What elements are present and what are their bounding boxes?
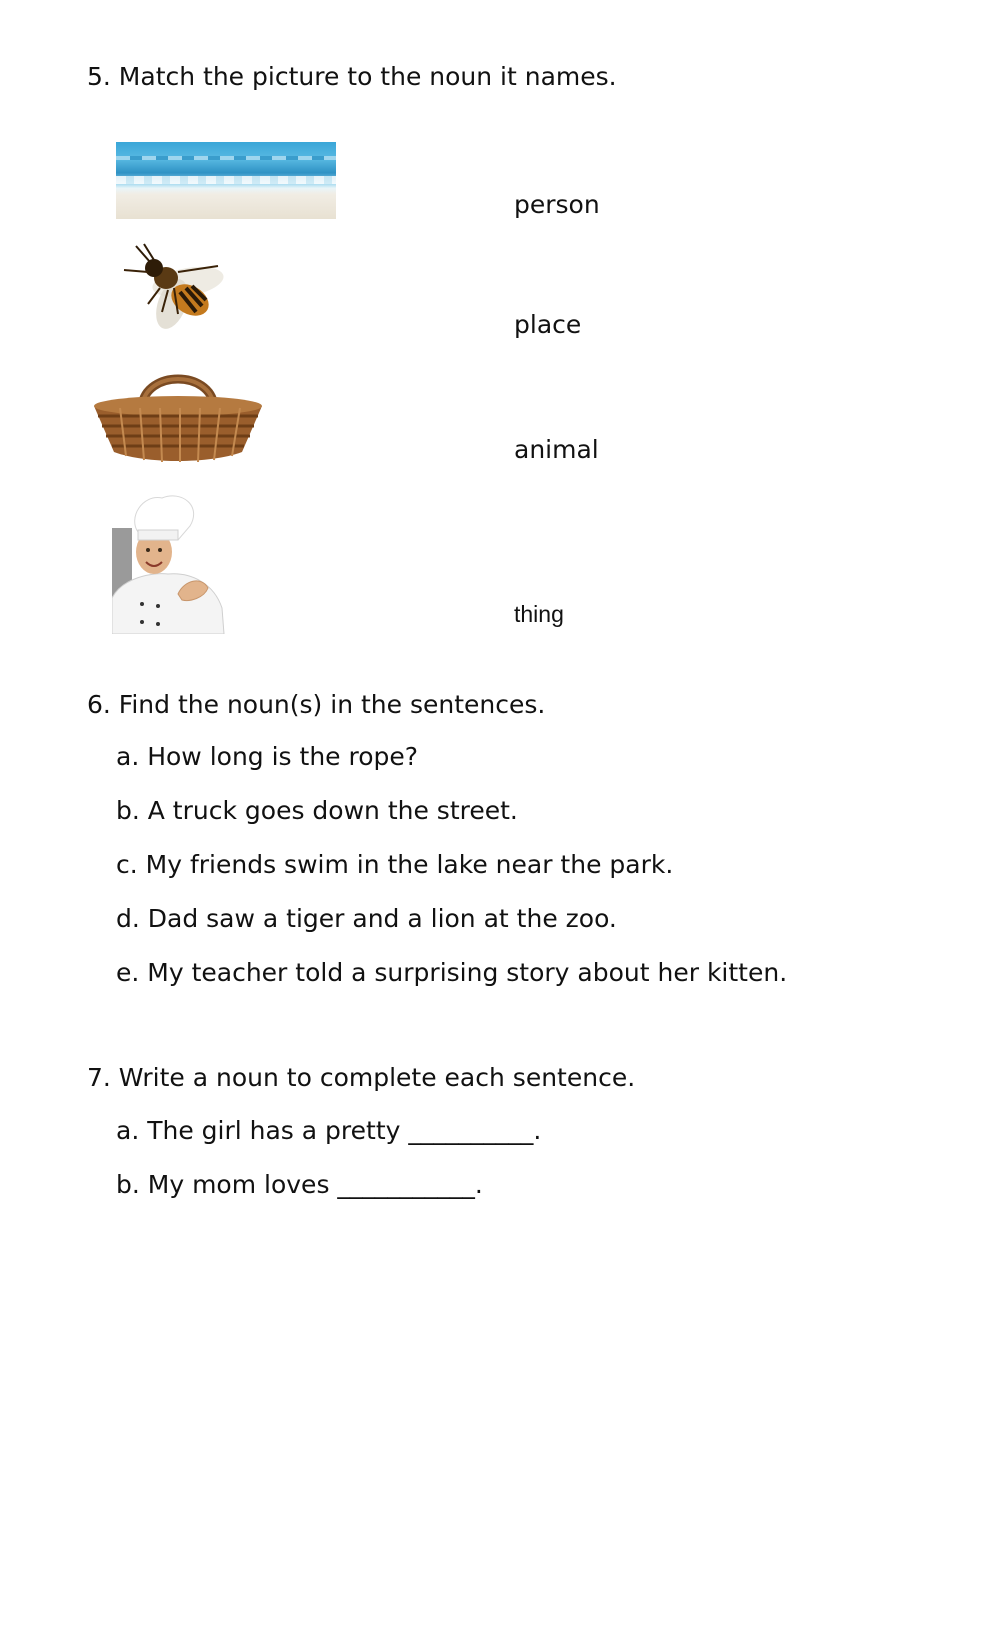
basket-icon (90, 364, 266, 470)
chef-icon (112, 488, 230, 634)
sentence-b[interactable]: b. A truck goes down the street. (116, 796, 518, 825)
basket-picture[interactable] (90, 364, 266, 470)
beach-picture[interactable] (116, 142, 336, 219)
question-7-title: 7. Write a noun to complete each sentence. (87, 1063, 636, 1092)
wave-stripe (116, 156, 336, 160)
word-animal[interactable]: animal (514, 435, 599, 464)
fill-in-b[interactable]: b. My mom loves ___________. (116, 1170, 483, 1199)
chef-picture[interactable] (112, 488, 230, 634)
foam-stripe (116, 176, 336, 184)
sentence-a[interactable]: a. How long is the rope? (116, 742, 419, 771)
bee-picture[interactable] (118, 242, 236, 338)
word-person[interactable]: person (514, 190, 600, 219)
sentence-c[interactable]: c. My friends swim in the lake near the park. (116, 850, 674, 879)
question-5-title: 5. Match the picture to the noun it names. (87, 62, 617, 91)
word-thing[interactable]: thing (514, 601, 564, 627)
question-6-title: 6. Find the noun(s) in the sentences. (87, 690, 546, 719)
bee-icon (118, 242, 236, 338)
word-place[interactable]: place (514, 310, 582, 339)
sentence-d[interactable]: d. Dad saw a tiger and a lion at the zoo. (116, 904, 617, 933)
fill-in-a[interactable]: a. The girl has a pretty __________. (116, 1116, 542, 1145)
sentence-e[interactable]: e. My teacher told a surprising story about her kitten. (116, 958, 788, 987)
